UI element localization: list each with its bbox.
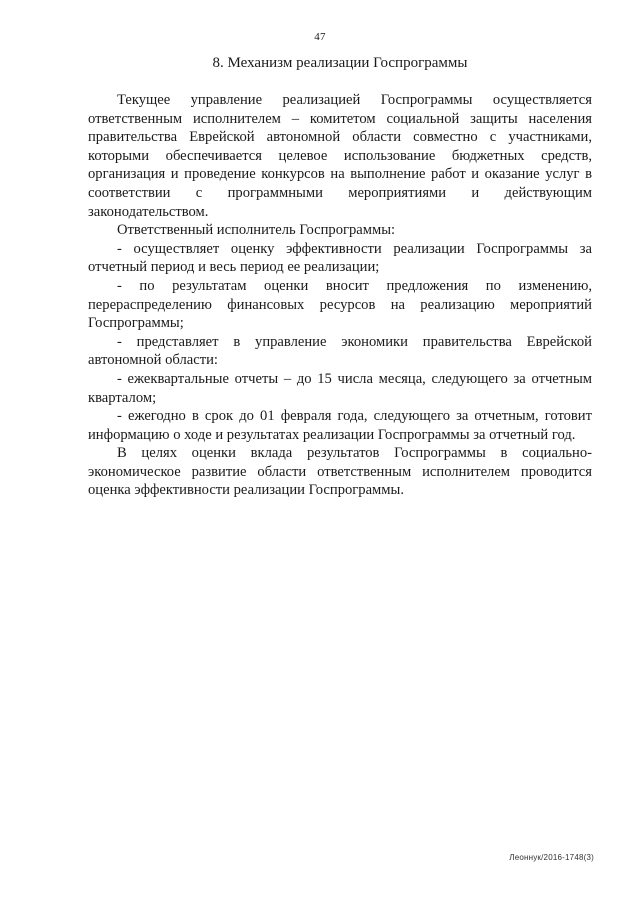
list-item-resource-proposals: - по результатам оценки вносит предложения по изменению, перераспределению финансовых ресурсов на реализацию мероприятий Госпрограммы; — [88, 277, 592, 332]
paragraph-responsible-executor: Ответственный исполнитель Госпрограммы: — [117, 222, 396, 239]
document-footer-code: Леоннук/2016-1748(3) — [509, 853, 594, 862]
page-number: 47 — [314, 31, 326, 43]
list-item-efficiency-assessment: - осуществляет оценку эффективности реализации Госпрограммы за отчетный период и весь период ее реализации; — [88, 240, 592, 276]
list-item-quarterly-reports: - ежеквартальные отчеты – до 15 числа месяца, следующего за отчетным кварталом; — [88, 370, 592, 406]
paragraph-current-management: Текущее управление реализацией Госпрограммы осуществляется ответственным исполнителем – комитетом социальной защиты населения правительства Еврейской автономной области совместно с участниками, которыми обеспечивается целевое использование бюджетных средств, организация и проведение конкурсов на выполнение работ и оказание услуг в соответствии с программными мероприятиями и действующим законодательством. — [88, 92, 592, 220]
list-item-annual-report: - ежегодно в срок до 01 февраля года, следующего за отчетным, готовит информацию о ходе и результатах реализации Госпрограммы за отчетный год. — [88, 408, 592, 443]
list-item-submits-to-economy-dept: - представляет в управление экономики правительства Еврейской автономной области: — [88, 333, 592, 369]
document-body — [88, 91, 592, 500]
paragraph-contribution-assessment: В целях оценки вклада результатов Госпрограммы в социально-экономическое развитие области ответственным исполнителем проводится оценка эффективности реализации Госпрограммы. — [88, 445, 592, 499]
section-title: 8. Механизм реализации Госпрограммы — [212, 55, 468, 71]
